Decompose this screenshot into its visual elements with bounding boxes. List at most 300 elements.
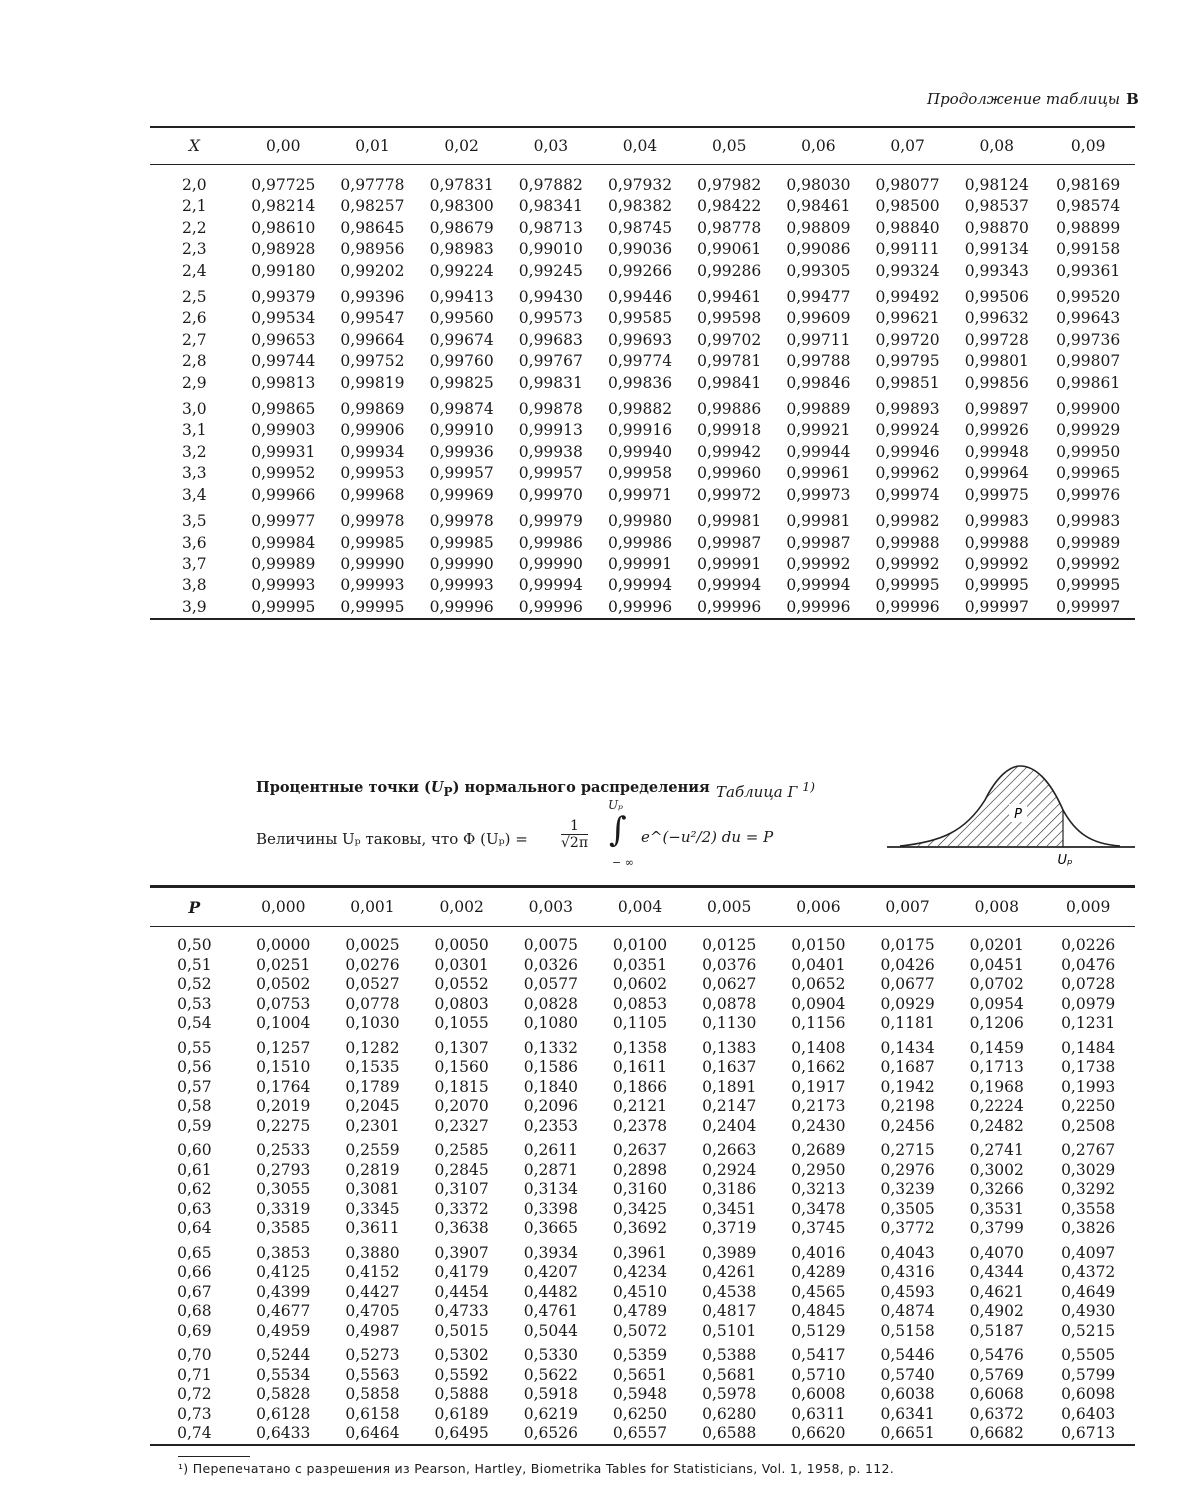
tableB-header-cell: 0,07: [863, 127, 952, 165]
value-cell: 0,0929: [880, 994, 935, 1013]
table-row: [150, 956, 1135, 976]
formula-intro: Величины Uₚ таковы, что Φ (Uₚ) =: [256, 830, 528, 848]
value-cell: 0,5215: [1061, 1321, 1116, 1340]
tableG-header-cell: 0,007: [863, 887, 952, 927]
value-cell: 0,4761: [523, 1302, 578, 1320]
footnote: ¹) Перепечатано с разрешения из Pearson, Hartley, Biometrika Tables for Statisticians, Vol. 1, 1958, p. 112.: [178, 1461, 895, 1476]
value-cell: 0,99036: [607, 240, 673, 259]
value-cell: 0,3853: [256, 1243, 311, 1262]
value-cell: 0,0226: [1061, 936, 1116, 954]
value-cell: 0,1156: [791, 1014, 846, 1032]
value-cell: 0,0351: [612, 955, 668, 974]
value-cell: 0,99492: [875, 288, 940, 307]
value-cell: 0,2250: [1061, 1097, 1116, 1115]
value-cell: 0,1738: [1061, 1058, 1116, 1076]
value-cell: 0,99942: [697, 442, 762, 461]
value-cell: 0,2533: [256, 1141, 311, 1159]
value-cell: 0,99846: [786, 373, 851, 392]
value-cell: 0,99995: [251, 597, 316, 616]
value-cell: 0,99477: [786, 288, 851, 307]
value-cell: 0,97831: [429, 176, 494, 194]
value-cell: 0,4649: [1061, 1282, 1116, 1301]
value-cell: 0,4454: [434, 1282, 489, 1301]
value-cell: 0,99995: [875, 576, 940, 595]
value-cell: 0,2637: [612, 1141, 668, 1159]
value-cell: 0,0728: [1061, 975, 1116, 993]
row-key-cell: 0,57: [177, 1077, 212, 1096]
value-cell: 0,99986: [607, 533, 673, 552]
value-cell: 0,1637: [702, 1058, 757, 1076]
value-cell: 0,99430: [518, 288, 583, 307]
value-cell: 0,5948: [612, 1385, 668, 1403]
row-key-cell: 0,53: [177, 994, 212, 1013]
table-row: [150, 463, 1135, 484]
tableB-header-cell: 0,05: [685, 127, 774, 165]
formula-fraction: [561, 818, 588, 851]
value-cell: 0,0552: [434, 975, 489, 993]
value-cell: 0,0201: [969, 936, 1024, 954]
table-row: [150, 261, 1135, 282]
value-cell: 0,3372: [434, 1199, 489, 1218]
value-cell: 0,6588: [702, 1424, 757, 1442]
value-cell: 0,5187: [969, 1321, 1024, 1340]
value-cell: 0,6403: [1061, 1404, 1116, 1423]
value-cell: 0,99861: [1056, 373, 1121, 392]
value-cell: 0,98537: [964, 197, 1029, 216]
value-cell: 0,4874: [880, 1302, 935, 1320]
row-key-cell: 0,70: [177, 1346, 212, 1364]
value-cell: 0,99882: [607, 400, 673, 419]
value-cell: 0,99774: [607, 352, 673, 371]
value-cell: 0,99886: [697, 400, 762, 419]
tableG-header-cell: 0,003: [506, 887, 595, 927]
value-cell: 0,4372: [1061, 1263, 1116, 1281]
value-cell: 0,98422: [697, 197, 762, 216]
value-cell: 0,3398: [523, 1199, 578, 1218]
value-cell: 0,3292: [1061, 1180, 1116, 1198]
value-cell: 0,99979: [518, 512, 583, 531]
value-cell: 0,5651: [612, 1365, 668, 1384]
value-cell: 0,98778: [697, 218, 762, 237]
value-cell: 0,99720: [875, 330, 940, 349]
value-cell: 0,3558: [1061, 1199, 1116, 1218]
value-cell: 0,99286: [697, 261, 762, 280]
table-g-title: [256, 779, 710, 799]
value-cell: 0,97982: [697, 176, 762, 194]
value-cell: 0,98214: [251, 197, 316, 216]
value-cell: 0,99693: [607, 330, 673, 349]
value-cell: 0,2715: [880, 1141, 935, 1159]
value-cell: 0,99831: [518, 373, 583, 392]
value-cell: 0,5563: [345, 1365, 400, 1384]
value-cell: 0,1687: [880, 1058, 935, 1076]
row-key-cell: 3,8: [182, 576, 207, 595]
value-cell: 0,99982: [875, 512, 940, 531]
value-cell: 0,1231: [1061, 1014, 1116, 1032]
value-cell: 0,6219: [523, 1404, 578, 1423]
value-cell: 0,99994: [786, 576, 851, 595]
row-key-cell: 0,72: [177, 1385, 212, 1403]
value-cell: 0,4705: [345, 1302, 400, 1320]
table-row: [150, 1239, 1135, 1264]
value-cell: 0,3719: [702, 1219, 757, 1237]
value-cell: 0,2845: [434, 1160, 489, 1179]
value-cell: 0,99906: [340, 421, 405, 440]
value-cell: 0,99929: [1056, 421, 1121, 440]
value-cell: 0,6372: [969, 1404, 1024, 1423]
value-cell: 0,0502: [256, 975, 311, 993]
value-cell: 0,99992: [964, 554, 1029, 573]
value-cell: 0,6526: [523, 1424, 578, 1442]
value-cell: 0,99781: [697, 352, 762, 371]
tableB-header-cell: X: [150, 127, 239, 165]
value-cell: 0,99966: [251, 485, 316, 504]
value-cell: 0,99988: [964, 533, 1029, 552]
value-cell: 0,5476: [969, 1346, 1024, 1364]
value-cell: 0,5446: [880, 1346, 935, 1364]
value-cell: 0,99343: [964, 261, 1029, 280]
value-cell: 0,0828: [523, 994, 578, 1013]
value-cell: 0,0175: [880, 936, 935, 954]
value-cell: 0,99980: [607, 512, 673, 531]
value-cell: 0,2147: [702, 1097, 757, 1115]
value-cell: 0,1815: [434, 1077, 489, 1096]
tableG-header-cell: P: [150, 887, 239, 927]
row-key-cell: 0,52: [177, 975, 212, 993]
value-cell: 0,97932: [607, 176, 673, 194]
table-row: [150, 442, 1135, 463]
value-cell: 0,99971: [607, 485, 673, 504]
value-cell: 0,98983: [429, 240, 494, 259]
value-cell: 0,5359: [612, 1346, 668, 1364]
row-key-cell: 2,8: [182, 352, 207, 371]
table-row: [150, 1341, 1135, 1366]
value-cell: 0,99361: [1056, 261, 1121, 280]
value-cell: 0,99977: [251, 512, 316, 531]
value-cell: 0,1257: [256, 1038, 311, 1057]
value-cell: 0,2096: [523, 1097, 578, 1115]
value-cell: 0,3907: [434, 1243, 489, 1262]
value-cell: 0,99993: [340, 576, 405, 595]
value-cell: 0,99944: [786, 442, 851, 461]
value-cell: 0,99968: [340, 485, 405, 504]
value-cell: 0,2559: [345, 1141, 400, 1159]
value-cell: 0,99924: [875, 421, 940, 440]
value-cell: 0,2950: [791, 1160, 846, 1179]
value-cell: 0,1917: [791, 1077, 846, 1096]
value-cell: 0,99874: [429, 400, 494, 419]
table-g-label-footnote: 1): [802, 779, 816, 794]
value-cell: 0,0904: [791, 994, 846, 1013]
value-cell: 0,3345: [345, 1199, 400, 1218]
value-cell: 0,4789: [612, 1302, 668, 1320]
value-cell: 0,99547: [340, 309, 405, 328]
value-cell: 0,99996: [607, 597, 673, 616]
value-cell: 0,0150: [791, 936, 846, 954]
value-cell: 0,99158: [1056, 240, 1121, 259]
row-key-cell: 3,0: [182, 400, 207, 419]
value-cell: 0,99702: [697, 330, 762, 349]
value-cell: 0,99976: [1056, 485, 1121, 504]
row-key-cell: 0,64: [177, 1219, 212, 1237]
value-cell: 0,99975: [964, 485, 1029, 504]
value-cell: 0,6651: [880, 1424, 935, 1442]
value-cell: 0,4510: [612, 1282, 668, 1301]
value-cell: 0,99987: [786, 533, 851, 552]
value-cell: 0,4538: [702, 1282, 757, 1301]
value-cell: 0,4070: [969, 1243, 1024, 1262]
row-key-cell: 3,4: [182, 485, 207, 504]
value-cell: 0,99978: [429, 512, 494, 531]
value-cell: 0,99995: [1056, 576, 1121, 595]
value-cell: 0,6250: [612, 1404, 668, 1423]
value-cell: 0,0326: [523, 955, 578, 974]
value-cell: 0,5978: [702, 1385, 757, 1403]
value-cell: 0,4482: [523, 1282, 578, 1301]
value-cell: 0,1968: [969, 1077, 1024, 1096]
value-cell: 0,99974: [875, 485, 940, 504]
value-cell: 0,3186: [702, 1180, 757, 1198]
row-key-cell: 0,68: [177, 1302, 212, 1320]
value-cell: 0,3880: [345, 1243, 400, 1262]
value-cell: 0,3266: [969, 1180, 1024, 1198]
row-key-cell: 0,62: [177, 1180, 212, 1198]
value-cell: 0,4677: [256, 1302, 311, 1320]
value-cell: 0,99379: [251, 288, 316, 307]
value-cell: 0,1030: [345, 1014, 400, 1032]
row-key-cell: 2,2: [182, 218, 207, 237]
formula-numerator: 1: [561, 818, 588, 835]
value-cell: 0,99585: [607, 309, 673, 328]
row-key-cell: 2,0: [182, 176, 207, 194]
table-row: [150, 1078, 1135, 1098]
value-cell: 0,0401: [791, 955, 846, 974]
table-row: [150, 1424, 1135, 1445]
value-cell: 0,98461: [786, 197, 851, 216]
value-cell: 0,99836: [607, 373, 673, 392]
row-key-cell: 0,66: [177, 1263, 212, 1281]
value-cell: 0,4316: [880, 1263, 935, 1281]
value-cell: 0,99957: [518, 464, 583, 483]
value-cell: 0,6620: [791, 1424, 846, 1442]
curve-axis-label: Uₚ: [1057, 853, 1073, 868]
continuation-note: [927, 90, 1139, 108]
table-g: [150, 885, 1135, 1446]
value-cell: 0,3107: [434, 1180, 489, 1198]
value-cell: 0,4289: [791, 1263, 846, 1281]
value-cell: 0,2327: [434, 1116, 489, 1135]
value-cell: 0,1535: [345, 1058, 400, 1076]
value-cell: 0,99643: [1056, 309, 1121, 328]
row-key-cell: 0,60: [177, 1141, 212, 1159]
value-cell: 0,99878: [518, 400, 583, 419]
value-cell: 0,3585: [256, 1219, 311, 1237]
value-cell: 0,1866: [612, 1077, 668, 1096]
table-row: [150, 165, 1135, 197]
value-cell: 0,99934: [340, 442, 405, 461]
value-cell: 0,99987: [697, 533, 762, 552]
row-key-cell: 3,6: [182, 533, 207, 552]
value-cell: 0,1764: [256, 1077, 311, 1096]
value-cell: 0,5858: [345, 1385, 400, 1403]
value-cell: 0,6189: [434, 1404, 489, 1423]
value-cell: 0,99972: [697, 485, 762, 504]
table-g-title-prefix: Процентные точки (: [256, 779, 431, 796]
row-key-cell: 0,65: [177, 1243, 212, 1262]
value-cell: 0,1713: [969, 1058, 1024, 1076]
value-cell: 0,4427: [345, 1282, 400, 1301]
row-key-cell: 2,3: [182, 240, 207, 259]
value-cell: 0,99869: [340, 400, 405, 419]
tableG-header-cell: 0,006: [774, 887, 863, 927]
formula-upper-limit: Uₚ: [608, 798, 623, 812]
value-cell: 0,2482: [969, 1116, 1024, 1135]
value-cell: 0,99957: [429, 464, 494, 483]
value-cell: 0,4621: [969, 1282, 1024, 1301]
table-b: [150, 126, 1135, 620]
value-cell: 0,99969: [429, 485, 494, 504]
tableB-header-cell: 0,06: [774, 127, 863, 165]
value-cell: 0,99202: [340, 261, 405, 280]
value-cell: 0,99983: [964, 512, 1029, 531]
value-cell: 0,6128: [256, 1404, 311, 1423]
tableG-header-cell: 0,000: [239, 887, 328, 927]
row-key-cell: 0,59: [177, 1116, 212, 1135]
value-cell: 0,6682: [969, 1424, 1024, 1442]
value-cell: 0,99134: [964, 240, 1029, 259]
value-cell: 0,99632: [964, 309, 1029, 328]
value-cell: 0,2871: [523, 1160, 578, 1179]
value-cell: 0,0954: [969, 994, 1024, 1013]
value-cell: 0,98500: [875, 197, 940, 216]
value-cell: 0,3425: [612, 1199, 668, 1218]
table-g-title-sub: P: [443, 784, 453, 799]
value-cell: 0,4097: [1061, 1243, 1116, 1262]
row-key-cell: 3,3: [182, 464, 207, 483]
value-cell: 0,99111: [875, 240, 940, 259]
formula-denominator: √2π: [561, 835, 589, 851]
row-key-cell: 0,74: [177, 1424, 212, 1442]
value-cell: 0,99952: [251, 464, 316, 483]
value-cell: 0,6068: [969, 1385, 1024, 1403]
value-cell: 0,1408: [791, 1038, 846, 1057]
value-cell: 0,5129: [791, 1321, 846, 1340]
table-row: [150, 308, 1135, 329]
tableB-header-cell: 0,03: [506, 127, 595, 165]
value-cell: 0,99807: [1056, 352, 1121, 371]
value-cell: 0,0602: [612, 975, 668, 993]
value-cell: 0,2793: [256, 1160, 311, 1179]
table-row: [150, 506, 1135, 532]
value-cell: 0,99674: [429, 330, 494, 349]
value-cell: 0,98713: [518, 218, 583, 237]
value-cell: 0,99913: [518, 421, 583, 440]
value-cell: 0,2663: [702, 1141, 757, 1159]
value-cell: 0,1004: [256, 1014, 311, 1032]
value-cell: 0,0652: [791, 975, 846, 993]
value-cell: 0,1993: [1061, 1077, 1116, 1096]
value-cell: 0,6433: [256, 1424, 311, 1442]
value-cell: 0,99992: [1056, 554, 1121, 573]
value-cell: 0,99997: [1056, 597, 1121, 616]
formula-lower-limit: − ∞: [612, 856, 634, 869]
value-cell: 0,1459: [969, 1038, 1024, 1057]
value-cell: 0,6038: [880, 1385, 935, 1403]
value-cell: 0,99795: [875, 352, 940, 371]
table-row: [150, 597, 1135, 619]
value-cell: 0,99918: [697, 421, 762, 440]
value-cell: 0,2741: [969, 1141, 1024, 1159]
table-row: [150, 1180, 1135, 1200]
table-g-header-row: [150, 887, 1135, 927]
value-cell: 0,1181: [880, 1014, 935, 1032]
value-cell: 0,99996: [786, 597, 851, 616]
value-cell: 0,4902: [969, 1302, 1024, 1320]
value-cell: 0,2045: [345, 1097, 400, 1115]
value-cell: 0,5505: [1061, 1346, 1116, 1364]
row-key-cell: 2,9: [182, 373, 207, 392]
value-cell: 0,99598: [697, 309, 762, 328]
row-key-cell: 0,73: [177, 1404, 212, 1423]
value-cell: 0,3213: [791, 1180, 846, 1198]
value-cell: 0,99981: [786, 512, 851, 531]
value-cell: 0,0301: [434, 955, 489, 974]
value-cell: 0,2430: [791, 1116, 846, 1135]
value-cell: 0,5918: [523, 1385, 578, 1403]
value-cell: 0,99825: [429, 373, 494, 392]
table-row: [150, 1302, 1135, 1322]
value-cell: 0,98124: [964, 176, 1029, 194]
value-cell: 0,99978: [340, 512, 405, 531]
value-cell: 0,99801: [964, 352, 1029, 371]
row-key-cell: 2,7: [182, 330, 207, 349]
value-cell: 0,98257: [340, 197, 405, 216]
value-cell: 0,99305: [786, 261, 851, 280]
value-cell: 0,0979: [1061, 994, 1116, 1013]
table-row: [150, 351, 1135, 372]
value-cell: 0,1484: [1061, 1038, 1116, 1057]
value-cell: 0,5388: [702, 1346, 757, 1364]
row-key-cell: 0,69: [177, 1321, 212, 1340]
value-cell: 0,5592: [434, 1365, 489, 1384]
value-cell: 0,6311: [791, 1404, 846, 1423]
value-cell: 0,5273: [345, 1346, 400, 1364]
value-cell: 0,99946: [875, 442, 940, 461]
value-cell: 0,99413: [429, 288, 494, 307]
value-cell: 0,99997: [964, 597, 1029, 616]
value-cell: 0,99664: [340, 330, 405, 349]
table-row: [150, 995, 1135, 1015]
value-cell: 0,2767: [1061, 1141, 1116, 1159]
value-cell: 0,4016: [791, 1243, 846, 1262]
value-cell: 0,98341: [518, 197, 583, 216]
value-cell: 0,6158: [345, 1404, 400, 1423]
value-cell: 0,99990: [429, 554, 494, 573]
value-cell: 0,4817: [702, 1302, 757, 1320]
value-cell: 0,99961: [786, 464, 851, 483]
row-key-cell: 0,50: [177, 936, 212, 954]
value-cell: 0,99916: [607, 421, 673, 440]
formula: [256, 798, 856, 873]
table-row: [150, 975, 1135, 995]
value-cell: 0,2456: [880, 1116, 935, 1135]
row-key-cell: 3,5: [182, 512, 207, 531]
value-cell: 0,4344: [969, 1263, 1024, 1281]
value-cell: 0,99985: [340, 533, 405, 552]
value-cell: 0,99573: [518, 309, 583, 328]
value-cell: 0,3081: [345, 1180, 400, 1198]
value-cell: 0,98077: [875, 176, 940, 194]
